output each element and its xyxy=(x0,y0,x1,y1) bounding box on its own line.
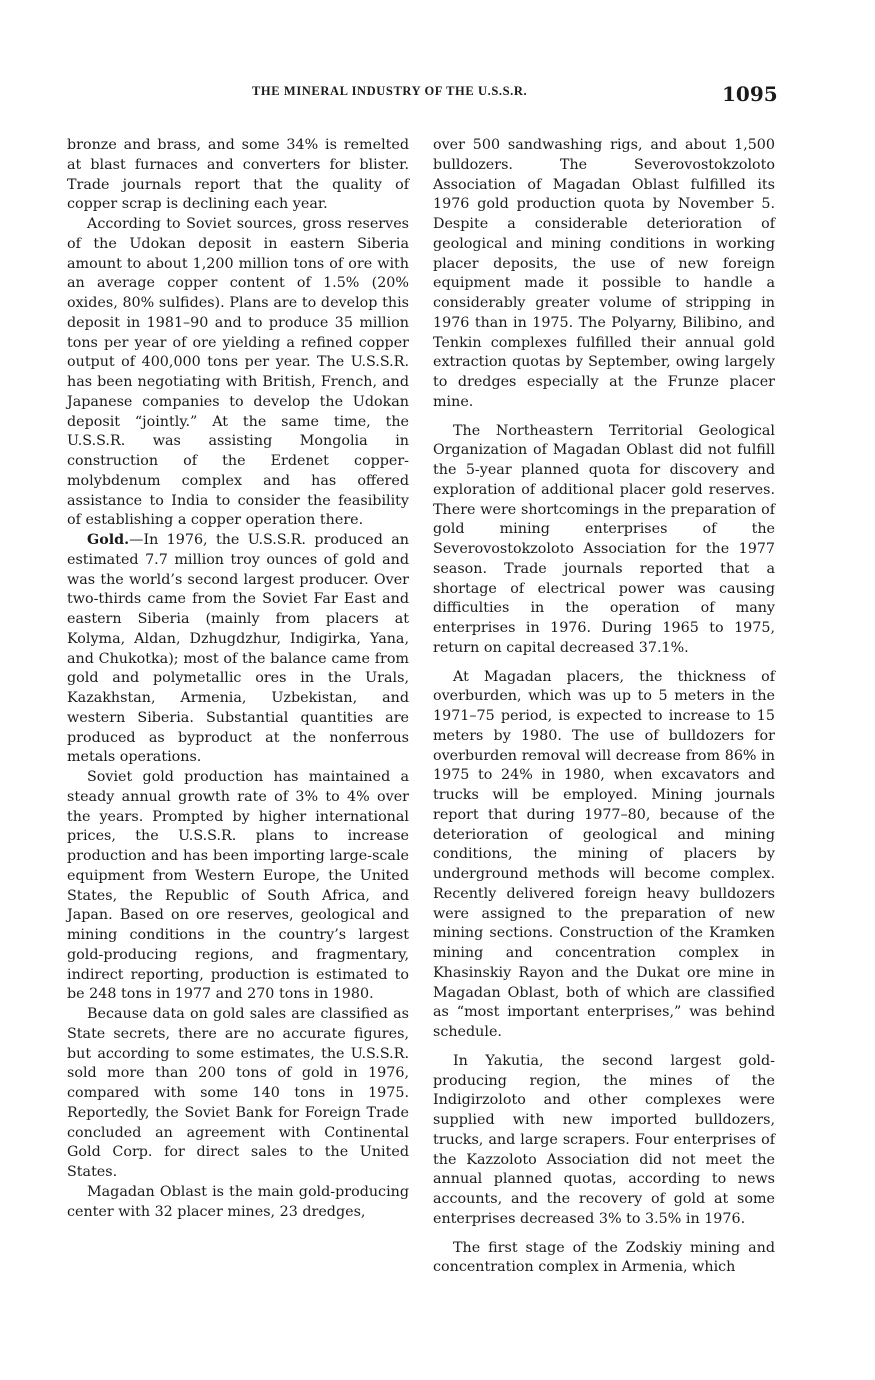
paragraph: At Magadan placers, the thickness of overburden, which was up to 5 meters in the 1971–75 period, is expected to increase to 15 meters by 1980. The use of bulldozers for overburden removal will decrease from 86% in 1975 to 24% in 1980, when excavators and trucks will be employed. Mining journals report that during 1977–80, because of the deterioration of geological and mining conditions, the mining of placers by underground methods will become complex. Recently delivered foreign heavy bulldozers were assigned to the preparation of new mining sections. Construction of the Kramken mining and concentration complex in Khasinskiy Rayon and the Dukat ore mine in Magadan Oblast, both of which are classified as “most important enterprises,” was behind schedule. xyxy=(433,668,775,1040)
right-column xyxy=(433,136,775,1278)
page-number: 1095 xyxy=(722,82,778,106)
paragraph-text: In 1976, the U.S.S.R. produced an estimated 7.7 million troy ounces of gold and was the world’s second largest producer. Over two-thirds came from the Soviet Far East and eastern Siberia (mainly from placers at Kolyma, Aldan, Dzhugdzhur, Indigirka, Yana, and Chukotka); most of the balance came from gold and polymetallic ores in the Urals, Kazakhstan, Armenia, Uzbekistan, and western Siberia. Substantial quantities are produced as byproduct at the nonferrous metals operations. xyxy=(67,532,409,766)
paragraph: The first stage of the Zodskiy mining and concentration complex in Armenia, which xyxy=(433,1239,775,1276)
paragraph: Magadan Oblast is the main gold-producing center with 32 placer mines, 23 dredges, xyxy=(67,1183,409,1220)
section-run-in-heading: Gold. xyxy=(87,532,130,548)
paragraph-gold xyxy=(67,531,409,768)
paragraph: Because data on gold sales are classified as State secrets, there are no accurate figures, but according to some estimates, the U.S.S.R. sold more than 200 tons of gold in 1976, compared with some 140 tons in 1975. Reportedly, the Soviet Bank for Foreign Trade concluded an agreement with Continental Gold Corp. for direct sales to the United States. xyxy=(67,1006,409,1180)
paragraph: The Northeastern Territorial Geological Organization of Magadan Oblast did not fulfill the 5-year planned quota for discovery and exploration of additional placer gold reserves. There were shortcomings in the preparation of gold mining enterprises of the Severovostokzoloto Association for the 1977 season. Trade journals reported that a shortage of electrical power was causing difficulties in the operation of many enterprises in 1976. During 1965 to 1975, return on capital decreased 37.1%. xyxy=(433,422,775,656)
paragraph: over 500 sandwashing rigs, and about 1,500 bulldozers. The Severovostokzoloto Association of Magadan Oblast fulfilled its 1976 gold production quota by November 5. Despite a considerable deterioration of geological and mining conditions in working placer deposits, the use of new foreign equipment made it possible to handle a considerably greater volume of stripping in 1976 than in 1975. The Polyarny, Bilibino, and Tenkin complexes fulfilled their annual gold extraction quotas by September, owing largely to dredges especially at the Frunze placer mine. xyxy=(433,137,775,410)
paragraph: In Yakutia, the second largest gold-producing region, the mines of the Indigirzoloto and other complexes were supplied with new imported bulldozers, trucks, and large scrapers. Four enterprises of the Kazzoloto Association did not meet the annual planned quotas, according to news accounts, and the recovery of gold at some enterprises decreased 3% to 3.5% in 1976. xyxy=(433,1052,775,1227)
paragraph: According to Soviet sources, gross reserves of the Udokan deposit in eastern Siberia amount to about 1,200 million tons of ore with an average copper content of 1.5% (20% oxides, 80% sulfides). Plans are to develop this deposit in 1981–90 and to produce 35 million tons per year of ore yielding a refined copper output of 400,000 tons per year. The U.S.S.R. has been negotiating with British, French, and Japanese companies to develop the Udokan deposit “jointly.” At the same time, the U.S.S.R. was assisting Mongolia in construction of the Erdenet copper-molybdenum complex and has offered assistance to India to consider the feasibility of establishing a copper operation there. xyxy=(67,216,409,529)
left-column xyxy=(67,136,409,1222)
paragraph: Soviet gold production has maintained a steady annual growth rate of 3% to 4% over the years. Prompted by higher international prices, the U.S.S.R. plans to increase production and has been importing large-scale equipment from Western Europe, the United States, the Republic of South Africa, and Japan. Based on ore reserves, geological and mining conditions in the country’s largest gold-producing regions, and fragmentary, indirect reporting, production is estimated to be 248 tons in 1977 and 270 tons in 1980. xyxy=(67,769,409,1003)
paragraph: bronze and brass, and some 34% is remelted at blast furnaces and converters for blister. Trade journals report that the quality of copper scrap is declining each year. xyxy=(67,137,409,213)
em-dash: — xyxy=(129,532,144,548)
running-title: THE MINERAL INDUSTRY OF THE U.S.S.R. xyxy=(252,84,528,98)
